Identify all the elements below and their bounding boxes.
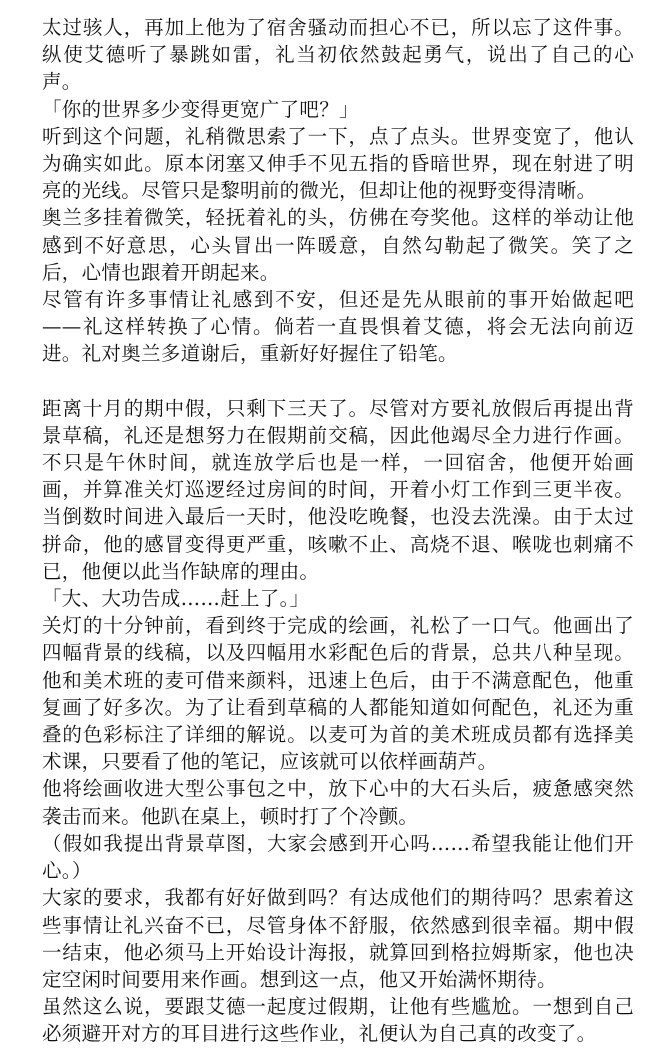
- paragraph-7: 他将绘画收进大型公事包之中，放下心中的大石头后，疲惫感突然袭击而来。他趴在桌上，顿时打了个冷颤。: [42, 777, 634, 828]
- paragraph-3: 奥兰多挂着微笑，轻抚着礼的头，仿佛在夸奖他。这样的举动让他感到不好意思，心头冒出一阵暖意，自然勾勒起了微笑。笑了之后，心情也跟着开朗起来。: [42, 206, 634, 284]
- section-break: [42, 368, 634, 395]
- paragraph-8: 大家的要求，我都有好好做到吗？有达成他们的期待吗？思索着这些事情让礼兴奋不已，尽管身体不舒服，依然感到很幸福。期中假一结束，他必须马上开始设计海报，就算回到格拉姆斯家，他也决定空闲时间要用来作画。想到这一点，他又开始满怀期待。: [42, 886, 634, 991]
- paragraph-5: 距离十月的期中假，只剩下三天了。尽管对方要礼放假后再提出背景草稿，礼还是想努力在假期前交稿，因此他竭尽全力进行作画。不只是午休时间，就连放学后也是一样，一回宿舍，他便开始画画，并算准关灯巡逻经过房间的时间，开着小灯工作到三更半夜。当倒数时间进入最后一天时，他没吃晚餐，也没去洗澡。由于太过拼命，他的感冒变得更严重，咳嗽不止、高烧不退、喉咙也刺痛不已，他便以此当作缺席的理由。: [42, 396, 634, 583]
- dialogue-line-2: 「大、大功告成……赶上了。」: [42, 587, 310, 611]
- dialogue-line-1: 「你的世界多少变得更宽广了吧？」: [42, 97, 359, 121]
- paragraph-9: 虽然这么说，要跟艾德一起度过假期，让他有些尴尬。一想到自己必须避开对方的耳目进行这些作业，礼便认为自己真的改变了。: [42, 995, 634, 1046]
- inner-thought: （假如我提出背景草图，大家会感到开心吗……希望我能让他们开心。）: [42, 831, 634, 883]
- paragraph-6: 关灯的十分钟前，看到终于完成的绘画，礼松了一口气。他画出了四幅背景的线稿，以及四幅用水彩配色后的背景，总共八种呈现。他和美术班的麦可借来颜料，迅速上色后，由于不满意配色，他重复画了好多次。为了让看到草稿的人都能知道如何配色，礼还为重叠的色彩标注了详细的解说。以麦可为首的美术班成员都有选择美术课，只要看了他的笔记，应该就可以依样画葫芦。: [42, 614, 634, 774]
- paragraph-2: 听到这个问题，礼稍微思索了一下，点了点头。世界变宽了，他认为确实如此。原本闭塞又伸手不见五指的昏暗世界，现在射进了明亮的光线。尽管只是黎明前的微光，但却让他的视野变得清晰。: [42, 124, 634, 203]
- paragraph-4: 尽管有许多事情让礼感到不安，但还是先从眼前的事开始做起吧——礼这样转换了心情。倘若一直畏惧着艾德，将会无法向前迈进。礼对奥兰多道谢后，重新好好握住了铅笔。: [42, 288, 634, 366]
- paragraph-1: 太过骇人，再加上他为了宿舍骚动而担心不已，所以忘了这件事。纵使艾德听了暴跳如雷，礼当初依然鼓起勇气，说出了自己的心声。: [42, 16, 634, 94]
